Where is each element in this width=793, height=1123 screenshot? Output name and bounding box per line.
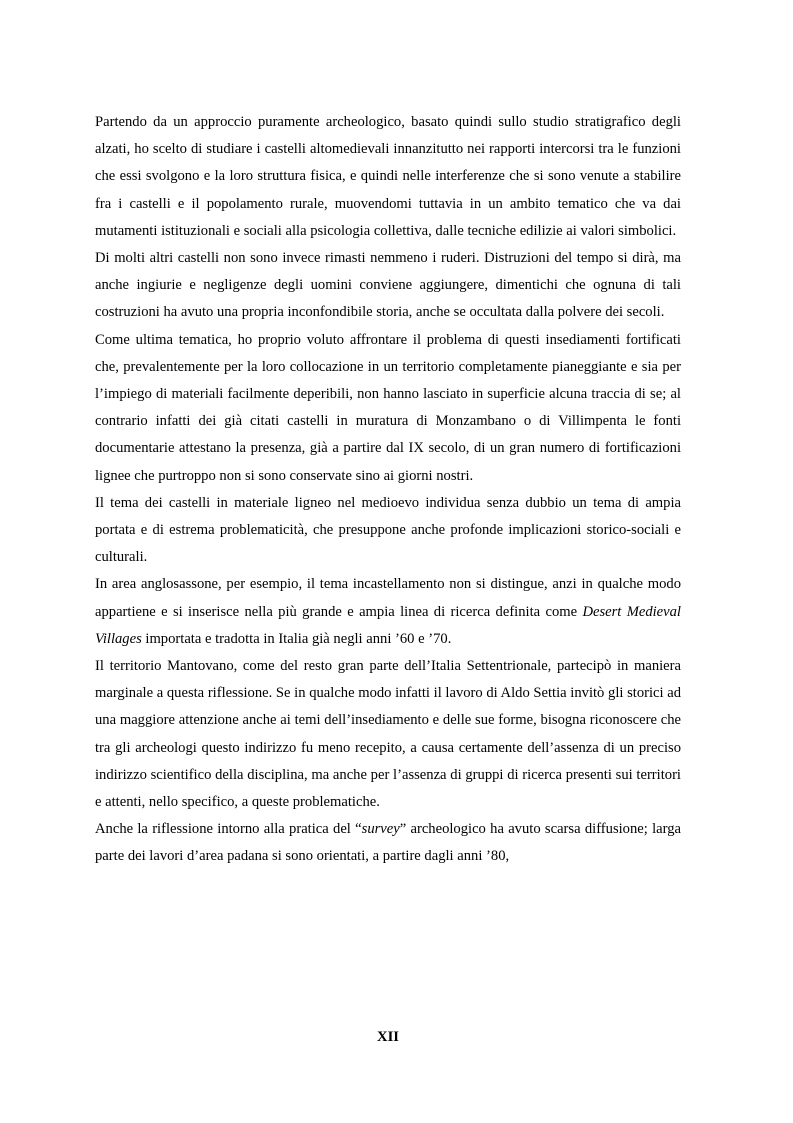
paragraph-7: [95, 816, 681, 870]
paragraph-4: Il tema dei castelli in materiale ligneo nel medioevo individua senza dubbio un tema di ampia portata e di estrema problematicità, che presuppone anche profonde implicazioni storico-sociali e culturali.: [95, 494, 681, 566]
page-number: XII: [377, 1029, 399, 1045]
paragraph-7-text-after: ” archeologico ha avuto scarsa diffusione; larga parte dei lavori d’area padana si sono orientati, a partire dagli anni ’80,: [95, 821, 681, 865]
paragraph-5: [95, 571, 681, 653]
paragraph-6: Il territorio Mantovano, come del resto gran parte dell’Italia Settentrionale, partecipò in maniera marginale a questa riflessione. Se in qualche modo infatti il lavoro di Aldo Settia invitò gli storici ad una maggiore attenzione anche ai temi dell’insediamento e delle sue forme, bisogna riconoscere che tra gli archeologi questo indirizzo fu meno recepito, a causa certamente dell’assenza di un preciso indirizzo scientifico della disciplina, ma anche per l’assenza di gruppi di ricerca presenti sui territori e attenti, nello specifico, a queste problematiche.: [95, 658, 681, 811]
paragraph-2: Di molti altri castelli non sono invece rimasti nemmeno i ruderi. Distruzioni del tempo si dirà, ma anche ingiurie e negligenze degli uomini conviene aggiungere, dimentichi che ognuna di tali costruzioni ha avuto una propria inconfondibile storia, anche se occultata dalla polvere dei secoli.: [95, 250, 681, 321]
paragraph-3: Come ultima tematica, ho proprio voluto affrontare il problema di questi insediamenti fortificati che, prevalentemente per la loro collocazione in un territorio completamente pianeggiante e sia per l’impiego di materiali facilmente deperibili, non hanno lasciato in superficie alcuna traccia di se; al contrario infatti dei già citati castelli in muratura di Monzambano o di Villimpenta le fonti documentarie attestano la presenza, già a partire dal IX secolo, di un gran numero di fortificazioni lignee che purtroppo non si sono conservate sino ai giorni nostri.: [95, 331, 681, 484]
paragraph-5-text-before: In area anglosassone, per esempio, il tema incastellamento non si distingue, anzi in qualche modo appartiene e si inserisce nella più grande e ampia linea di ricerca definita come: [95, 576, 681, 620]
paragraph-1: Partendo da un approccio puramente archeologico, basato quindi sullo studio stratigrafico degli alzati, ho scelto di studiare i castelli altomedievali innanzitutto nei rapporti intercorsi tra le funzioni che essi svolgono e la loro struttura fisica, e quindi nelle interferenze che si sono venute a stabilire fra i castelli e il popolamento rurale, muovendomi tuttavia in un ambito tematico che va dai mutamenti istituzionali e sociali alla psicologia collettiva, dalle tecniche edilizie ai valori simbolici.: [95, 114, 681, 239]
body-text: [95, 109, 681, 871]
paragraph-5-italic-term: Desert Medieval Villages: [95, 603, 681, 647]
paragraph-7-text-before: Anche la riflessione intorno alla pratica del “: [95, 821, 362, 838]
paragraph-7-italic-term: survey: [361, 821, 400, 838]
paragraph-5-text-after: importata e tradotta in Italia già negli anni ’60 e ’70.: [141, 630, 452, 647]
